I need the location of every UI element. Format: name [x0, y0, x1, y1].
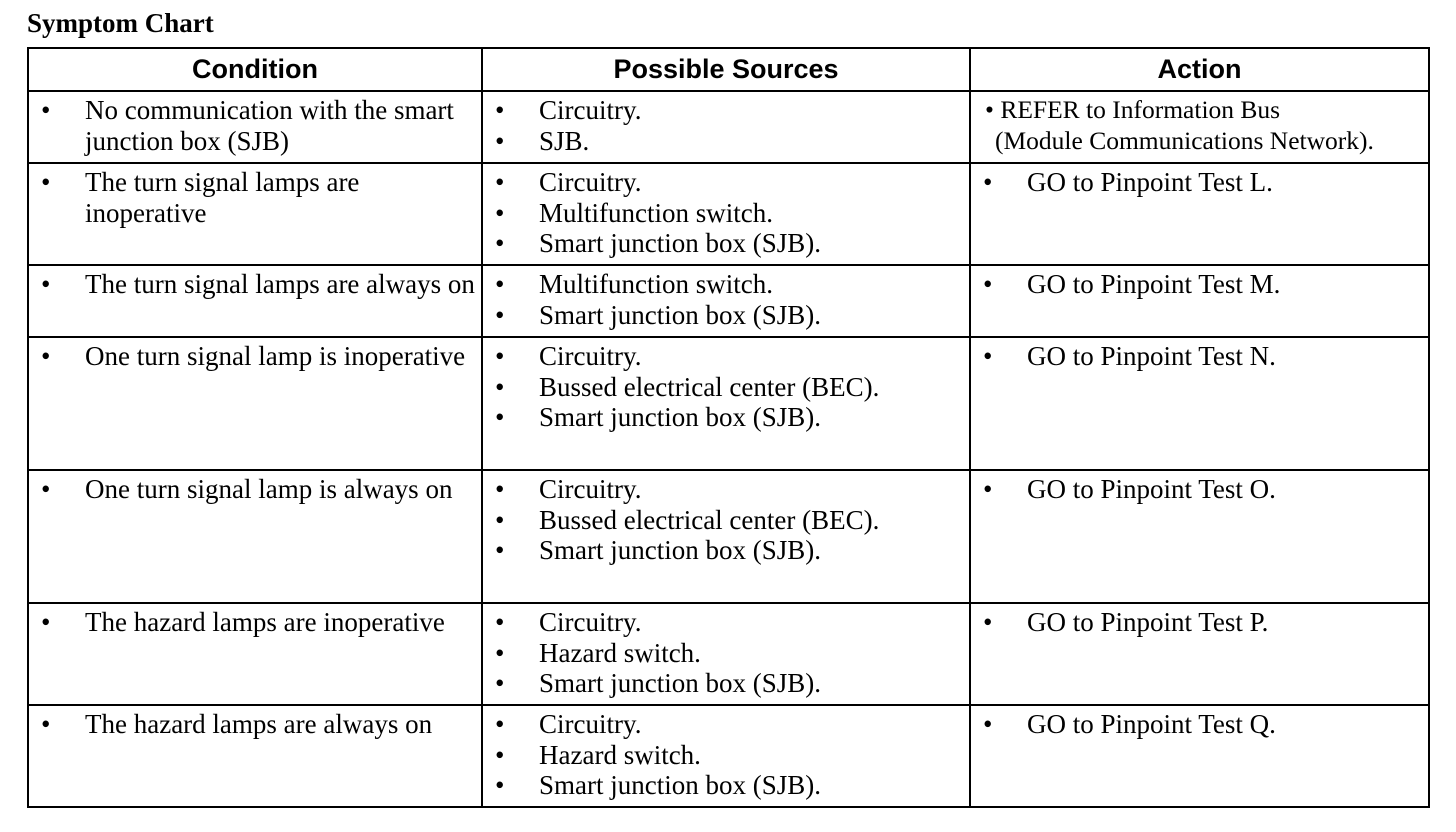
action-cell — [970, 337, 1429, 470]
bullet-icon: • — [985, 95, 994, 124]
column-header-action: Action — [970, 48, 1429, 91]
action-cell — [970, 91, 1429, 163]
condition-cell — [28, 603, 482, 705]
bullet-icon: • — [983, 607, 993, 637]
sources-cell — [482, 705, 970, 807]
condition-cell — [28, 91, 482, 163]
column-header-condition: Condition — [28, 48, 482, 91]
action-text: GO to Pinpoint Test O. — [1027, 474, 1276, 504]
source-item: Circuitry. — [539, 607, 642, 637]
source-item: Circuitry. — [539, 167, 642, 197]
source-item: Smart junction box (SJB). — [539, 770, 821, 800]
table-row — [28, 603, 1429, 705]
sources-cell — [482, 91, 970, 163]
bullet-icon: • — [495, 95, 505, 125]
bullet-icon: • — [983, 167, 993, 197]
bullet-icon: • — [41, 269, 51, 299]
action-text: REFER to Information Bus — [1000, 95, 1281, 124]
source-item: Multifunction switch. — [539, 197, 773, 228]
bullet-icon: • — [983, 709, 993, 739]
bullet-icon: • — [41, 95, 51, 125]
bullet-icon: • — [41, 167, 51, 197]
sources-cell — [482, 163, 970, 265]
condition-text: One turn signal lamp is always on — [85, 474, 453, 504]
bullet-icon: • — [41, 607, 51, 637]
sources-cell — [482, 470, 970, 603]
bullet-icon: • — [41, 474, 51, 504]
table-header-row — [28, 48, 1429, 91]
source-item: Smart junction box (SJB). — [539, 402, 821, 432]
table-row — [28, 91, 1429, 163]
column-header-possible-sources: Possible Sources — [482, 48, 970, 91]
condition-cell — [28, 265, 482, 337]
action-cell — [970, 265, 1429, 337]
bullet-icon: • — [41, 341, 51, 371]
table-row — [28, 705, 1429, 807]
bullet-icon: • — [495, 228, 505, 258]
bullet-icon: • — [495, 770, 505, 800]
bullet-icon: • — [983, 474, 993, 504]
action-text: GO to Pinpoint Test N. — [1027, 341, 1276, 371]
bullet-icon: • — [983, 269, 993, 299]
bullet-icon: • — [495, 167, 505, 197]
bullet-icon: • — [495, 371, 505, 402]
bullet-icon: • — [495, 535, 505, 565]
condition-text: No communication with the smart junction box (SJB) — [85, 95, 454, 156]
table-row — [28, 265, 1429, 337]
condition-cell — [28, 337, 482, 470]
source-item: Bussed electrical center (BEC). — [539, 371, 880, 402]
bullet-icon: • — [495, 607, 505, 637]
action-cell — [970, 163, 1429, 265]
symptom-chart-table — [27, 47, 1430, 808]
bullet-icon: • — [495, 299, 505, 330]
bullet-icon: • — [41, 709, 51, 739]
bullet-icon: • — [495, 709, 505, 739]
sources-cell — [482, 337, 970, 470]
condition-text: The hazard lamps are inoperative — [85, 607, 445, 637]
table-row — [28, 470, 1429, 603]
source-item: Smart junction box (SJB). — [539, 668, 821, 698]
table-row — [28, 337, 1429, 470]
action-cell — [970, 603, 1429, 705]
bullet-icon: • — [495, 341, 505, 371]
bullet-icon: • — [495, 504, 505, 535]
source-item: Bussed electrical center (BEC). — [539, 504, 880, 535]
source-item: Smart junction box (SJB). — [539, 228, 821, 258]
condition-text: One turn signal lamp is inoperative — [85, 341, 466, 371]
bullet-icon: • — [495, 402, 505, 432]
bullet-icon: • — [495, 637, 505, 668]
source-item: Circuitry. — [539, 341, 642, 371]
condition-cell — [28, 163, 482, 265]
table-row — [28, 163, 1429, 265]
condition-text: The turn signal lamps are always on — [85, 269, 475, 299]
source-item: Hazard switch. — [539, 739, 701, 770]
sources-cell — [482, 265, 970, 337]
source-item: Multifunction switch. — [539, 269, 773, 299]
condition-text: The turn signal lamps are inoperative — [85, 167, 360, 228]
source-item: Circuitry. — [539, 709, 642, 739]
action-text-continued: (Module Communications Network). — [995, 125, 1374, 155]
bullet-icon: • — [495, 197, 505, 228]
bullet-icon: • — [495, 739, 505, 770]
action-text: GO to Pinpoint Test M. — [1027, 269, 1281, 299]
condition-cell — [28, 470, 482, 603]
source-item: Smart junction box (SJB). — [539, 535, 821, 565]
source-item: Hazard switch. — [539, 637, 701, 668]
action-text: GO to Pinpoint Test Q. — [1027, 709, 1276, 739]
source-item: SJB. — [539, 125, 590, 156]
bullet-icon: • — [495, 668, 505, 698]
action-cell — [970, 705, 1429, 807]
bullet-icon: • — [495, 269, 505, 299]
page-title: Symptom Chart — [27, 8, 214, 38]
action-text: GO to Pinpoint Test P. — [1027, 607, 1269, 637]
action-text: GO to Pinpoint Test L. — [1027, 167, 1273, 197]
condition-text: The hazard lamps are always on — [85, 709, 433, 739]
bullet-icon: • — [495, 474, 505, 504]
bullet-icon: • — [983, 341, 993, 371]
condition-cell — [28, 705, 482, 807]
action-cell — [970, 470, 1429, 603]
source-item: Smart junction box (SJB). — [539, 299, 821, 330]
source-item: Circuitry. — [539, 95, 642, 125]
sources-cell — [482, 603, 970, 705]
source-item: Circuitry. — [539, 474, 642, 504]
bullet-icon: • — [495, 125, 505, 156]
